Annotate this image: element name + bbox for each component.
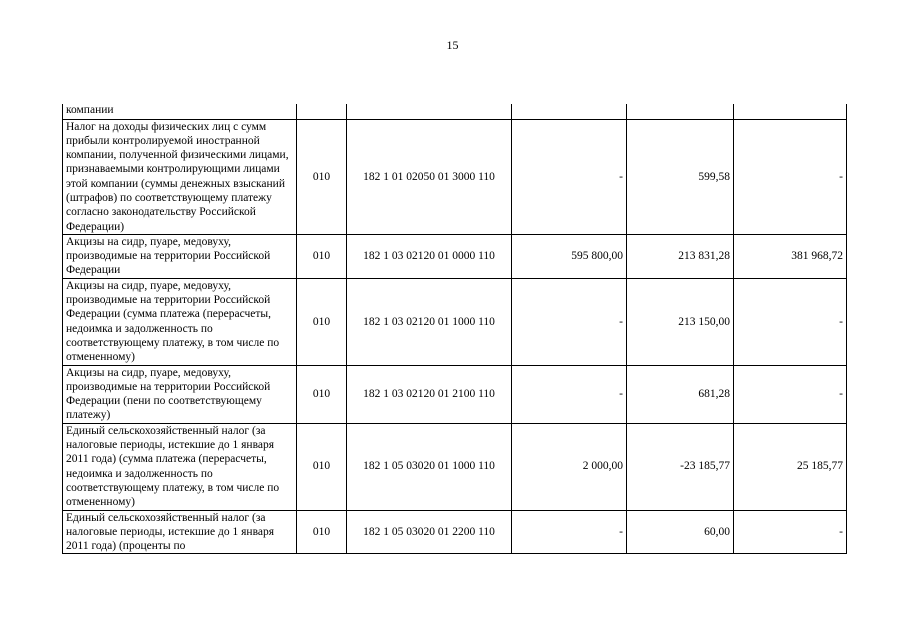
unexecuted-amount-cell: - xyxy=(734,510,847,554)
income-name-cell: Акцизы на сидр, пуаре, медовуху, производимые на территории Российской Федерации (сумма платежа (перерасчеты, недоимка и задолженность по соответствующему платежу, в том числе по отмененному) xyxy=(63,278,297,365)
approved-amount-cell xyxy=(512,104,627,119)
unexecuted-amount-cell: - xyxy=(734,278,847,365)
executed-amount-cell xyxy=(627,104,734,119)
page-number: 15 xyxy=(446,38,459,52)
budget-classification-code-cell: 182 1 05 03020 01 2200 110 xyxy=(347,510,512,554)
unexecuted-amount-cell: 381 968,72 xyxy=(734,234,847,278)
unexecuted-amount-cell: - xyxy=(734,365,847,423)
approved-amount-cell: - xyxy=(512,119,627,234)
approved-amount-cell: - xyxy=(512,278,627,365)
unexecuted-amount-cell: 25 185,77 xyxy=(734,423,847,510)
approved-amount-cell: 2 000,00 xyxy=(512,423,627,510)
executed-amount-cell: 213 150,00 xyxy=(627,278,734,365)
approved-amount-cell: - xyxy=(512,365,627,423)
budget-classification-code-cell: 182 1 03 02120 01 2100 110 xyxy=(347,365,512,423)
table-row xyxy=(63,234,847,278)
line-code-cell: 010 xyxy=(297,278,347,365)
approved-amount-cell: - xyxy=(512,510,627,554)
executed-amount-cell: -23 185,77 xyxy=(627,423,734,510)
budget-classification-code-cell: 182 1 05 03020 01 1000 110 xyxy=(347,423,512,510)
table-row xyxy=(63,510,847,554)
approved-amount-cell: 595 800,00 xyxy=(512,234,627,278)
budget-classification-code-cell: 182 1 03 02120 01 0000 110 xyxy=(347,234,512,278)
unexecuted-amount-cell: - xyxy=(734,119,847,234)
line-code-cell: 010 xyxy=(297,119,347,234)
line-code-cell: 010 xyxy=(297,234,347,278)
executed-amount-cell: 681,28 xyxy=(627,365,734,423)
table-row xyxy=(63,119,847,234)
table-row xyxy=(63,365,847,423)
income-name-cell: Налог на доходы физических лиц с сумм прибыли контролируемой иностранной компании, полученной физическими лицами, признаваемыми контролирующими лицами этой компании (суммы денежных взысканий (штрафов) по соответствующему платежу согласно законодательству Российской Федерации) xyxy=(63,119,297,234)
table-row xyxy=(63,423,847,510)
income-name-cell: Акцизы на сидр, пуаре, медовуху, производимые на территории Российской Федерации xyxy=(63,234,297,278)
line-code-cell xyxy=(297,104,347,119)
income-name-cell: компании xyxy=(63,104,297,119)
budget-classification-code-cell xyxy=(347,104,512,119)
unexecuted-amount-cell xyxy=(734,104,847,119)
budget-execution-table xyxy=(62,104,847,554)
line-code-cell: 010 xyxy=(297,510,347,554)
executed-amount-cell: 60,00 xyxy=(627,510,734,554)
line-code-cell: 010 xyxy=(297,365,347,423)
income-name-cell: Единый сельскохозяйственный налог (за налоговые периоды, истекшие до 1 января 2011 года) (сумма платежа (перерасчеты, недоимка и задолженность по соответствующему платежу, в том числе по отмененному) xyxy=(63,423,297,510)
budget-classification-code-cell: 182 1 03 02120 01 1000 110 xyxy=(347,278,512,365)
table-row xyxy=(63,278,847,365)
line-code-cell: 010 xyxy=(297,423,347,510)
income-name-cell: Единый сельскохозяйственный налог (за налоговые периоды, истекшие до 1 января 2011 года) (проценты по xyxy=(63,510,297,554)
income-name-cell: Акцизы на сидр, пуаре, медовуху, производимые на территории Российской Федерации (пени по соответствующему платежу) xyxy=(63,365,297,423)
executed-amount-cell: 213 831,28 xyxy=(627,234,734,278)
table-row xyxy=(63,104,847,119)
executed-amount-cell: 599,58 xyxy=(627,119,734,234)
budget-classification-code-cell: 182 1 01 02050 01 3000 110 xyxy=(347,119,512,234)
